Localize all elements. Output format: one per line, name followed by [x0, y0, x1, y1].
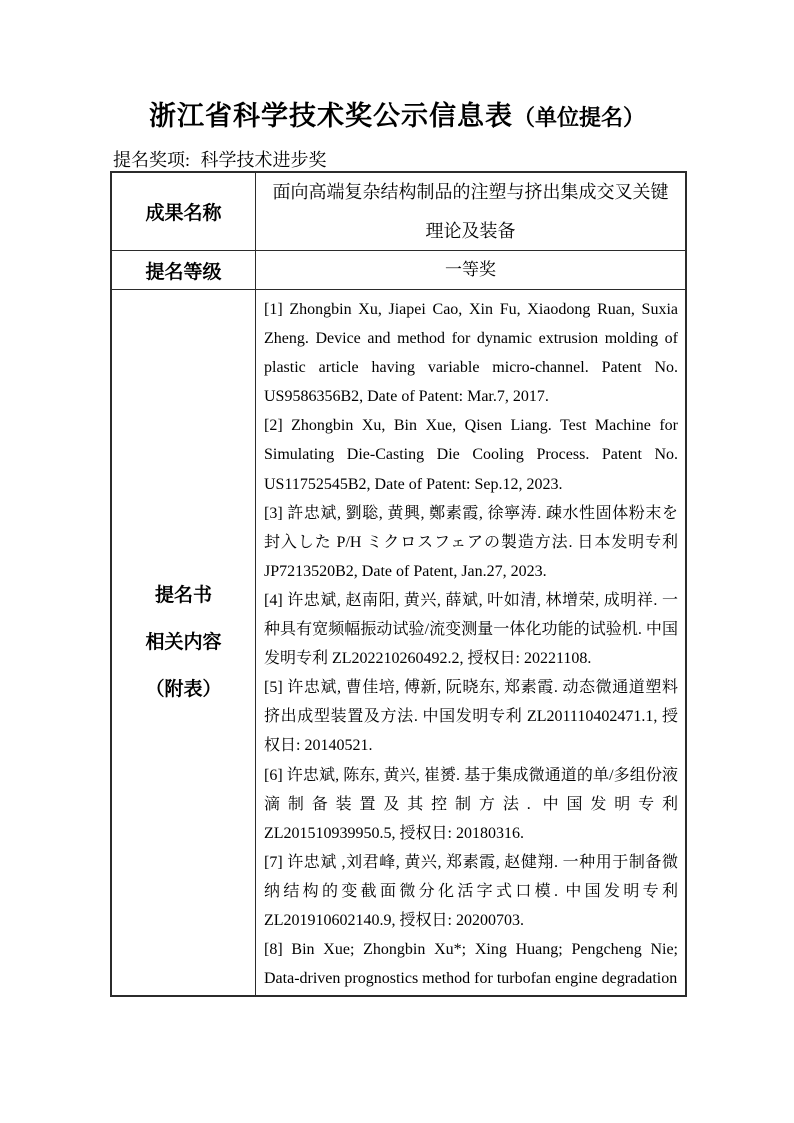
result-name-value-line-2: 理论及装备 — [425, 220, 516, 241]
nomination-book-label-line-3: （附表） — [145, 679, 222, 700]
reference-item: [7] 许忠斌 ,刘君峰, 黄兴, 郑素霞, 赵健翔. 一种用于制备微纳结构的变截面微分化活字式口模. 中国发明专利 ZL201910602140.9, 授权日: 20200703. — [264, 853, 678, 929]
reference-item: [4] 许忠斌, 赵南阳, 黄兴, 薛斌, 叶如清, 林增荣, 成明祥. 一种具有宽频幅振动试验/流变测量一体化功能的试验机. 中国发明专利 ZL202210260492.2, 授权日: 20221108. — [264, 591, 678, 668]
reference-item: [6] 许忠斌, 陈东, 黄兴, 崔赟. 基于集成微通道的单/多组份液滴制备装置及其控制方法. 中国发明专利 ZL201510939950.5, 授权日: 20180316. — [264, 766, 678, 842]
reference-item: [1] Zhongbin Xu, Jiapei Cao, Xin Fu, Xiaodong Ruan, Suxia Zheng. Device and method for dynamic extrusion molding of plastic article having variable micro-channel. Patent No. US9586356B2, Date of Patent: Mar.7, 2017. — [264, 301, 678, 406]
info-table — [110, 171, 687, 997]
result-name-label-cell — [112, 173, 256, 250]
page-title — [0, 94, 794, 133]
table-row-nomination-level — [112, 250, 685, 289]
reference-item: [3] 許忠斌, 劉聡, 黄興, 鄭素霞, 徐寧涛. 疎水性固体粉末を封入した P/H ミクロスフェアの製造方法. 日本发明专利 JP7213520B2, Date of Patent, Jan.27, 2023. — [264, 504, 678, 580]
nomination-book-label-cell — [112, 290, 256, 995]
result-name-value-cell — [256, 173, 685, 250]
award-category-value: 科学技术进步奖 — [200, 150, 327, 170]
award-category-line — [113, 146, 327, 172]
result-name-label: 成果名称 — [145, 203, 222, 224]
nomination-level-label-cell — [112, 251, 256, 289]
nomination-level-label: 提名等级 — [145, 261, 222, 283]
table-row-result-name — [112, 173, 685, 250]
reference-item: [8] Bin Xue; Zhongbin Xu*; Xing Huang; Pengcheng Nie; Data-driven prognostics method for turbofan engine degradation — [264, 941, 678, 988]
nomination-book-label-line-2: 相关内容 — [145, 632, 222, 653]
reference-item: [5] 许忠斌, 曹佳培, 傅新, 阮晓东, 郑素霞. 动态微通道塑料挤出成型装置及方法. 中国发明专利 ZL201110402471.1, 授权日: 20140521. — [264, 679, 678, 755]
award-category-label: 提名奖项: — [113, 150, 191, 170]
table-row-nomination-book — [112, 289, 685, 995]
reference-list — [256, 290, 685, 995]
page-title-main: 浙江省科学技术奖公示信息表 — [148, 101, 513, 131]
nomination-book-label-line-1: 提名书 — [154, 585, 212, 606]
nomination-level-value: 一等奖 — [445, 260, 496, 279]
result-name-value-line-1: 面向高端复杂结构制品的注塑与挤出集成交叉关键 — [272, 181, 669, 202]
nomination-level-value-cell — [256, 251, 685, 289]
reference-item: [2] Zhongbin Xu, Bin Xue, Qisen Liang. Test Machine for Simulating Die-Casting Die Cooling Process. Patent No. US11752545B2, Date of Patent: Sep.12, 2023. — [264, 417, 678, 493]
page-title-suffix: （单位提名） — [512, 105, 645, 130]
